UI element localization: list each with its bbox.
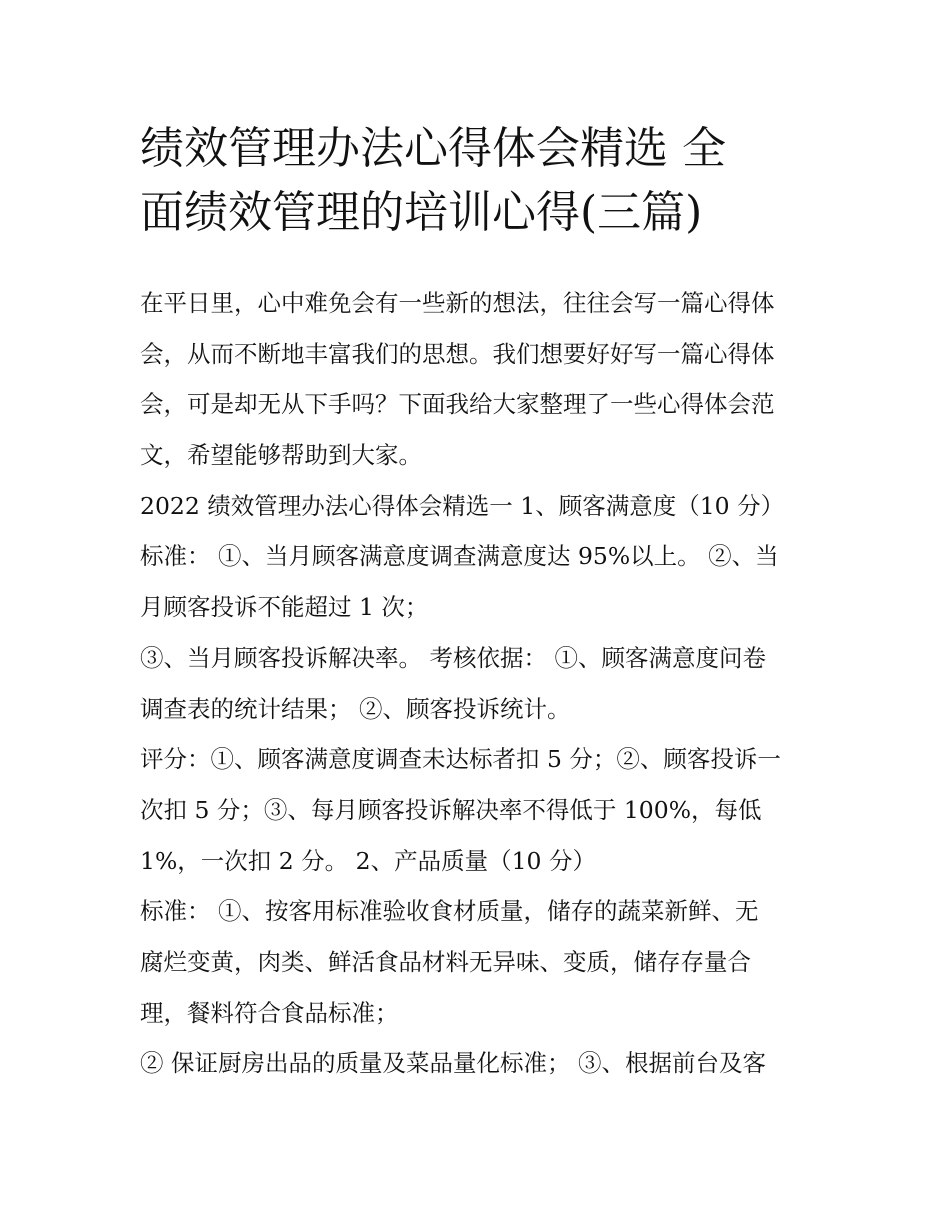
text-line: 文，希望能够帮助到大家。 (140, 441, 422, 470)
text-line: 次扣 5 分；③、每月顾客投诉解决率不得低于 100%，每低 (140, 795, 762, 824)
text-line: ③、当月顾客投诉解决率。 考核依据： ①、顾客满意度问卷 (140, 643, 766, 672)
paragraph-customer-satisfaction (140, 481, 815, 633)
text-line: 理，餐料符合食品标准； (140, 998, 399, 1027)
paragraph-assessment-basis (140, 633, 815, 734)
text-line: 调查表的统计结果； ②、顾客投诉统计。 (140, 694, 571, 723)
text-line: 1%，一次扣 2 分。 2、产品质量（10 分） (140, 846, 596, 875)
paragraph-intro (140, 278, 815, 481)
text-line: 会，从而不断地丰富我们的思想。我们想要好好写一篇心得体 (140, 339, 775, 368)
document-body (140, 278, 815, 1089)
paragraph-product-quality (140, 886, 815, 1038)
title-line: 绩效管理办法心得体会精选 全 (140, 123, 726, 174)
text-line: 标准： ①、按客用标准验收食材质量，储存的蔬菜新鲜、无 (140, 897, 759, 926)
text-line: 2022 绩效管理办法心得体会精选一 1、顾客满意度（10 分） (140, 491, 785, 520)
text-line: ② 保证厨房出品的质量及菜品量化标准； ③、根据前台及客 (140, 1049, 766, 1078)
paragraph-kitchen-output (140, 1038, 815, 1089)
page-title (140, 117, 820, 245)
text-line: 月顾客投诉不能超过 1 次； (140, 593, 429, 622)
text-line: 在平日里，心中难免会有一些新的想法，往往会写一篇心得体 (140, 289, 775, 317)
text-line: 标准： ①、当月顾客满意度调查满意度达 95%以上。 ②、当 (140, 542, 779, 571)
text-line: 评分：①、顾客满意度调查未达标者扣 5 分；②、顾客投诉一 (140, 745, 781, 774)
text-line: 腐烂变黄，肉类、鲜活食品材料无异味、变质，储存存量合 (140, 947, 751, 976)
title-line: 面绩效管理的培训心得(三篇) (140, 187, 703, 238)
paragraph-scoring (140, 734, 815, 886)
text-line: 会，可是却无从下手吗？下面我给大家整理了一些心得体会范 (140, 390, 775, 419)
